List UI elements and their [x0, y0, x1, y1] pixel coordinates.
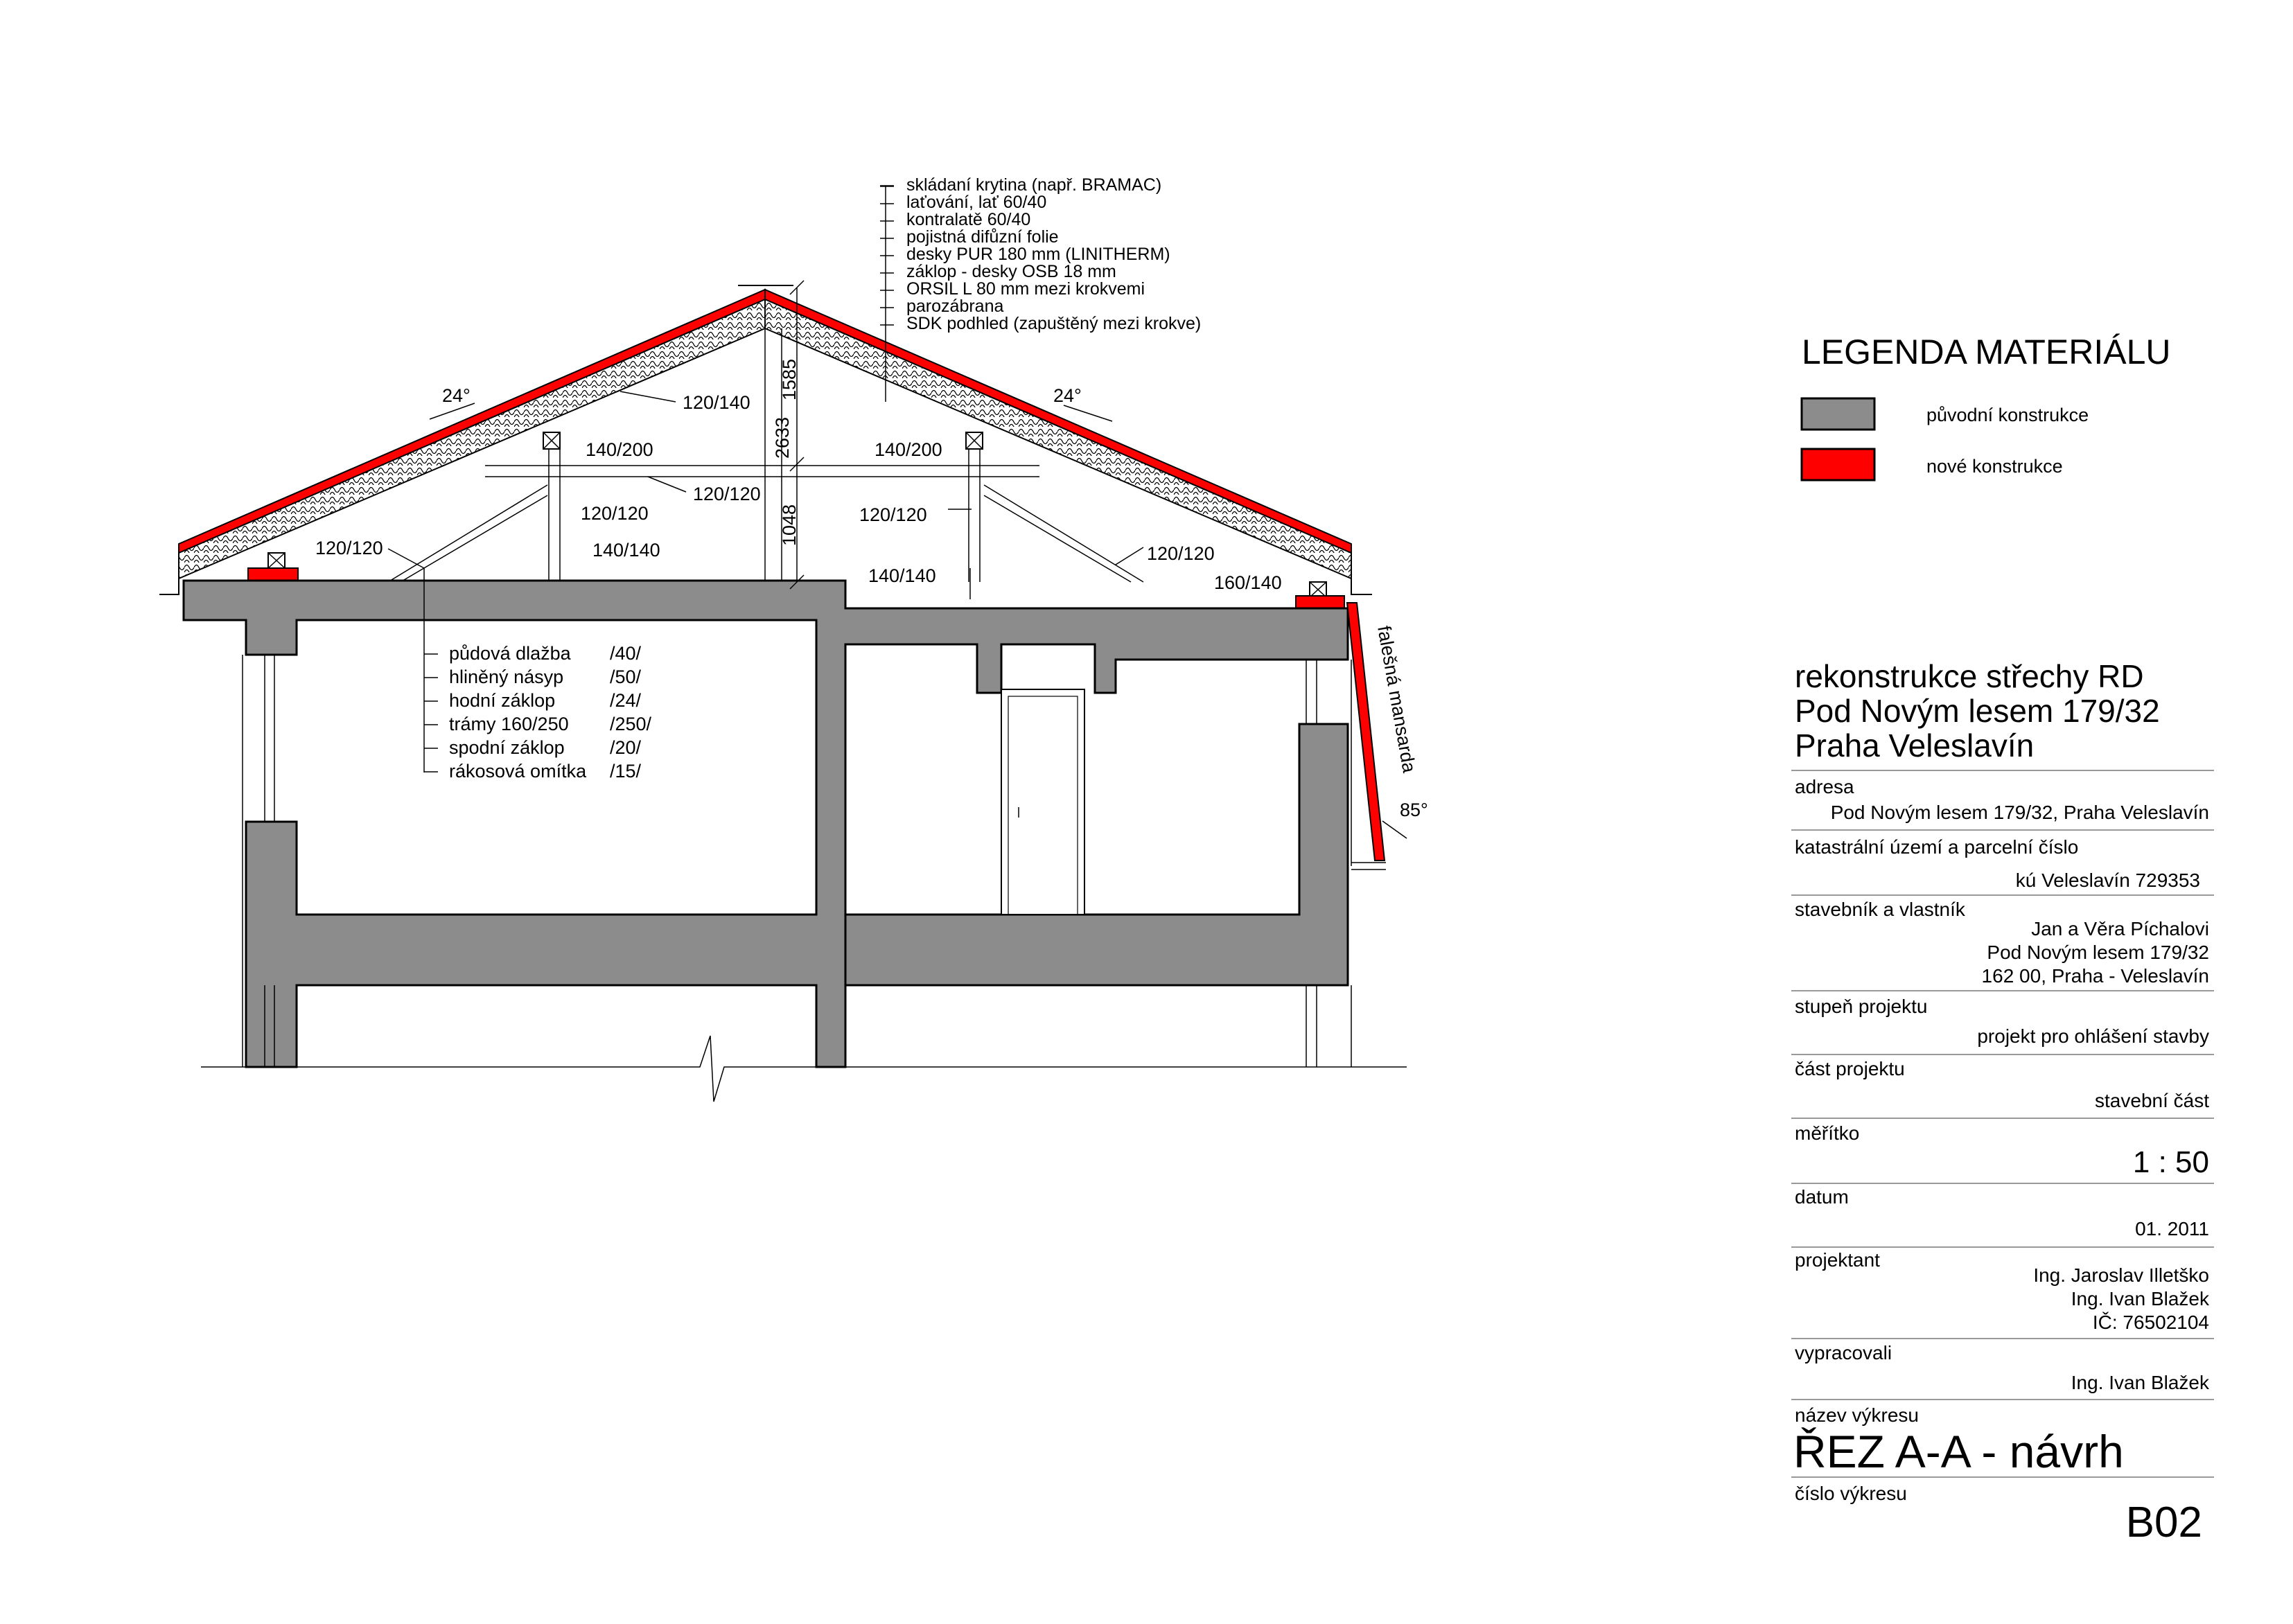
beam-strut-right: 120/120 — [1147, 543, 1215, 564]
beam-brace-left: 140/140 — [592, 540, 660, 561]
floor-layer-thickness: /250/ — [610, 714, 652, 734]
floor-layer-thickness: /20/ — [610, 737, 642, 758]
beam-rafter: 120/140 — [683, 392, 750, 413]
owner-label: stavebník a vlastník — [1795, 899, 1965, 920]
designer-label: projektant — [1795, 1249, 1880, 1271]
beam-plate-right: 160/140 — [1214, 572, 1282, 593]
legend-swatch-new — [1802, 449, 1874, 480]
drawing-number: B02 — [2125, 1499, 2202, 1546]
angle-right-label: 24° — [1053, 385, 1082, 406]
date-value: 01. 2011 — [2135, 1218, 2209, 1239]
scale-label: měřítko — [1795, 1122, 1860, 1144]
dim-top: 1585 — [779, 358, 800, 400]
title-block — [1791, 658, 2214, 1546]
mansard-label: falešná mansarda — [1373, 624, 1420, 775]
owner-line-2: Pod Novým lesem 179/32 — [1987, 942, 2209, 963]
new-plate-left — [248, 568, 298, 581]
drawn-value: Ing. Ivan Blažek — [2071, 1372, 2209, 1393]
beam-collar: 120/120 — [693, 484, 761, 504]
ground-line — [201, 1036, 1407, 1102]
angle-mansard-label: 85° — [1400, 800, 1428, 820]
floor-layer-labels — [424, 643, 652, 782]
floor-layer-name: rákosová omítka — [449, 761, 587, 782]
floor-layer-name: spodní záklop — [449, 737, 565, 758]
legend — [1802, 333, 2171, 480]
dim-total: 2633 — [772, 416, 793, 459]
stage-label: stupeň projektu — [1795, 996, 1928, 1017]
angle-left-label: 24° — [442, 385, 471, 406]
roof-layer-label: pojistná difůzní folie — [906, 227, 1059, 247]
drawing-name: ŘEZ A-A - návrh — [1793, 1426, 2124, 1477]
beam-brace-right: 140/140 — [868, 565, 936, 586]
legend-title: LEGENDA MATERIÁLU — [1802, 333, 2171, 371]
roof-layer-label: ORSIL L 80 mm mezi krokvemi — [906, 279, 1145, 299]
floor-layer-thickness: /24/ — [610, 690, 642, 711]
stage-value: projekt pro ohlášení stavby — [1977, 1025, 2209, 1047]
designer-line-2: Ing. Ivan Blažek — [2071, 1288, 2209, 1309]
new-plate-right — [1296, 596, 1344, 608]
designer-line-3: IČ: 76502104 — [2092, 1312, 2209, 1333]
floor-layer-name: trámy 160/250 — [449, 714, 569, 734]
project-line-2: Pod Novým lesem 179/32 — [1795, 693, 2160, 729]
legend-swatch-original — [1802, 398, 1874, 430]
project-line-1: rekonstrukce střechy RD — [1795, 658, 2144, 694]
roof-layer-label: SDK podhled (zapuštěný mezi krokve) — [906, 314, 1202, 333]
part-value: stavební část — [2095, 1090, 2209, 1111]
owner-line-3: 162 00, Praha - Veleslavín — [1981, 965, 2209, 987]
roof-layer-label: desky PUR 180 mm (LINITHERM) — [906, 245, 1170, 264]
address-label: adresa — [1795, 776, 1854, 797]
roof-insulation-left — [179, 299, 765, 579]
designer-line-1: Ing. Jaroslav Illetško — [2033, 1264, 2209, 1286]
floor-layer-name: hliněný násyp — [449, 667, 564, 687]
roof-layer-labels — [880, 175, 1201, 333]
address-value: Pod Novým lesem 179/32, Praha Veleslavín — [1830, 802, 2209, 823]
legend-label-new: nové konstrukce — [1926, 456, 2063, 477]
floor-layer-thickness: /50/ — [610, 667, 642, 687]
roof-insulation-right — [765, 299, 1351, 579]
beam-strut-left: 120/120 — [315, 538, 383, 558]
cadastre-value: kú Veleslavín 729353 — [2015, 870, 2200, 891]
door — [1001, 689, 1084, 915]
cadastre-label: katastrální území a parcelní číslo — [1795, 836, 2079, 858]
beam-purlin-left: 140/200 — [586, 439, 653, 460]
floor-layer-name: hodní záklop — [449, 690, 556, 711]
roof-layer-label: parozábrana — [906, 297, 1004, 316]
roof-covering-left — [179, 290, 765, 553]
floor-layer-name: půdová dlažba — [449, 643, 571, 664]
beam-post-right: 120/120 — [859, 504, 927, 525]
date-label: datum — [1795, 1186, 1849, 1208]
roof-layer-label: laťování, lať 60/40 — [906, 193, 1047, 212]
scale-value: 1 : 50 — [2132, 1145, 2209, 1179]
drawing-number-label: číslo výkresu — [1795, 1483, 1907, 1504]
beam-post-left: 120/120 — [581, 503, 649, 524]
legend-label-original: původní konstrukce — [1926, 405, 2089, 425]
ceiling-slab — [184, 581, 1348, 1067]
beam-purlin-right: 140/200 — [875, 439, 942, 460]
floor-layer-thickness: /40/ — [610, 643, 642, 664]
dim-bottom: 1048 — [779, 504, 800, 546]
original-structure — [184, 581, 1407, 1102]
roof-layer-label: skládaní krytina (např. BRAMAC) — [906, 175, 1162, 195]
roof-layer-label: záklop - desky OSB 18 mm — [906, 262, 1116, 281]
right-wall — [845, 724, 1348, 985]
roof-layer-label: kontralatě 60/40 — [906, 210, 1031, 229]
floor-layer-thickness: /15/ — [610, 761, 642, 782]
part-label: část projektu — [1795, 1058, 1905, 1079]
drawing-name-label: název výkresu — [1795, 1404, 1919, 1426]
owner-line-1: Jan a Věra Píchalovi — [2031, 918, 2209, 939]
drawn-label: vypracovali — [1795, 1342, 1892, 1363]
project-line-3: Praha Veleslavín — [1795, 727, 2035, 764]
